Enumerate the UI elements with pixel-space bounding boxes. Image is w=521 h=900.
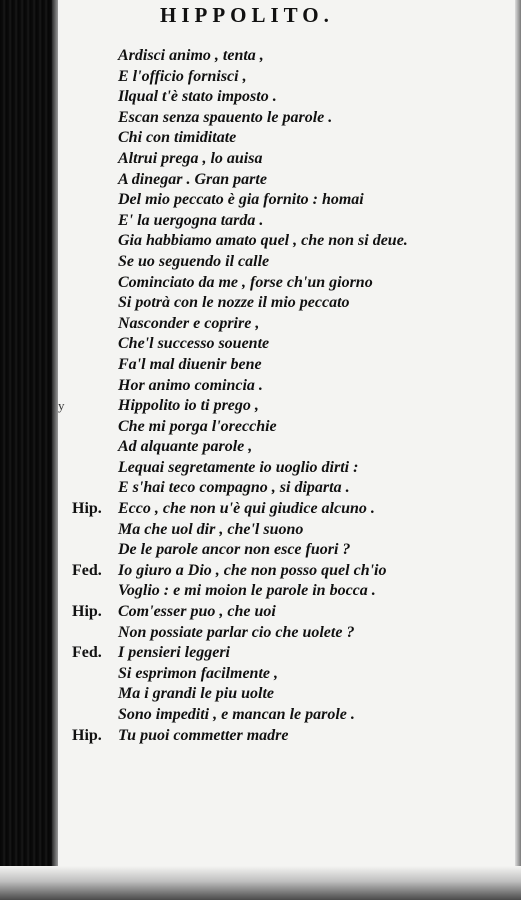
verse-line	[58, 149, 515, 170]
verse-line	[58, 437, 515, 458]
verse-line	[58, 581, 515, 602]
verse-line	[58, 458, 515, 479]
verse-line	[58, 684, 515, 705]
verse-text: E' la uergogna tarda .	[118, 211, 264, 229]
verse-line	[58, 478, 515, 499]
verse-text: Ecco , che non u'è qui giudice alcuno .	[118, 500, 375, 518]
bottom-page-edge	[0, 866, 521, 900]
verse-line	[58, 46, 515, 67]
verse-line	[58, 314, 515, 335]
verse-line	[58, 170, 515, 191]
verse-text: Ilqual t'è stato imposto .	[118, 88, 277, 106]
verse-line	[58, 705, 515, 726]
verse-line	[58, 417, 515, 438]
verse-text: Hor animo comincia .	[118, 376, 263, 394]
speaker-label: Fed.	[72, 644, 102, 662]
verse-text: Ad alquante parole ,	[118, 438, 253, 456]
verse-line	[58, 623, 515, 644]
verse-line	[58, 211, 515, 232]
speaker-label: Hip.	[72, 500, 102, 518]
book-page	[58, 0, 515, 866]
verse-text: Ma i grandi le piu uolte	[118, 685, 275, 703]
verse-text: Fa'l mal diuenir bene	[118, 355, 262, 373]
running-head: HIPPOLITO.	[160, 3, 334, 27]
verse-text: Io giuro a Dio , che non posso quel ch'io	[118, 561, 387, 579]
verse-text: Escan senza spauento le parole .	[118, 108, 333, 126]
verse-text: Hippolito io ti prego ,	[118, 397, 259, 415]
verse-text: Che'l successo souente	[118, 335, 270, 353]
verse-line	[58, 520, 515, 541]
verse-text: Cominciato da me , forse ch'un giorno	[118, 273, 373, 291]
verse-line	[58, 190, 515, 211]
verse-text: Se uo seguendo il calle	[118, 252, 270, 270]
verse-text: Gia habbiamo amato quel , che non si deue.	[118, 232, 408, 250]
speaker-label: Hip.	[72, 726, 102, 744]
speaker-label: Hip.	[72, 603, 102, 621]
verse-line	[58, 664, 515, 685]
verse-text: Tu puoi commetter madre	[118, 726, 289, 744]
verse-line	[58, 334, 515, 355]
verse-text: E s'hai teco compagno , si diparta .	[118, 479, 350, 497]
verse-line	[58, 561, 515, 582]
verse-line	[58, 602, 515, 623]
verse-text: Sono impediti , e mancan le parole .	[118, 706, 355, 723]
verse-text: Non possiate parlar cio che uolete ?	[118, 623, 355, 641]
verse-line	[58, 67, 515, 88]
verse-text: Chi con timiditate	[118, 129, 237, 147]
verse-text: Ardisci animo , tenta ,	[118, 47, 264, 64]
verse-line	[58, 231, 515, 252]
speaker-label: Fed.	[72, 561, 102, 579]
verse-text: Altrui prega , lo auisa	[118, 149, 263, 167]
verse-text: I pensieri leggeri	[118, 644, 230, 662]
verse-text: A dinegar . Gran parte	[118, 170, 267, 188]
book-binding-edge	[0, 0, 58, 900]
verse-text: Del mio peccato è gia fornito : homai	[118, 191, 364, 209]
verse-text: Ma che uol dir , che'l suono	[118, 520, 304, 538]
verse-text: De le parole ancor non esce fuori ?	[118, 541, 351, 559]
verse-text: Lequai segretamente io uoglio dirti :	[118, 458, 359, 476]
verse-text: Voglio : e mi moion le parole in bocca .	[118, 582, 376, 600]
verse-line	[58, 355, 515, 376]
verse-text: Che mi porga l'orecchie	[118, 417, 277, 435]
verse-line	[58, 87, 515, 108]
verse-text: E l'officio fornisci ,	[118, 67, 247, 85]
verse-line	[58, 540, 515, 561]
margin-mark: y	[58, 398, 65, 414]
verse-line	[58, 293, 515, 314]
verse-line	[58, 643, 515, 664]
verse-line	[58, 499, 515, 520]
verse-text: Si potrà con le nozze il mio peccato	[118, 294, 350, 312]
verse-text: Si esprimon facilmente ,	[118, 664, 278, 682]
verse-line	[58, 726, 515, 747]
verse-line	[58, 108, 515, 129]
verse-line	[58, 128, 515, 149]
verse-text: Nasconder e coprire ,	[118, 314, 260, 332]
verse-line	[58, 273, 515, 294]
right-page-edge	[515, 0, 521, 900]
verse-line	[58, 396, 515, 417]
verse-line	[58, 376, 515, 397]
verse-lines	[58, 46, 515, 746]
verse-line	[58, 252, 515, 273]
verse-text: Com'esser puo , che uoi	[118, 603, 276, 621]
